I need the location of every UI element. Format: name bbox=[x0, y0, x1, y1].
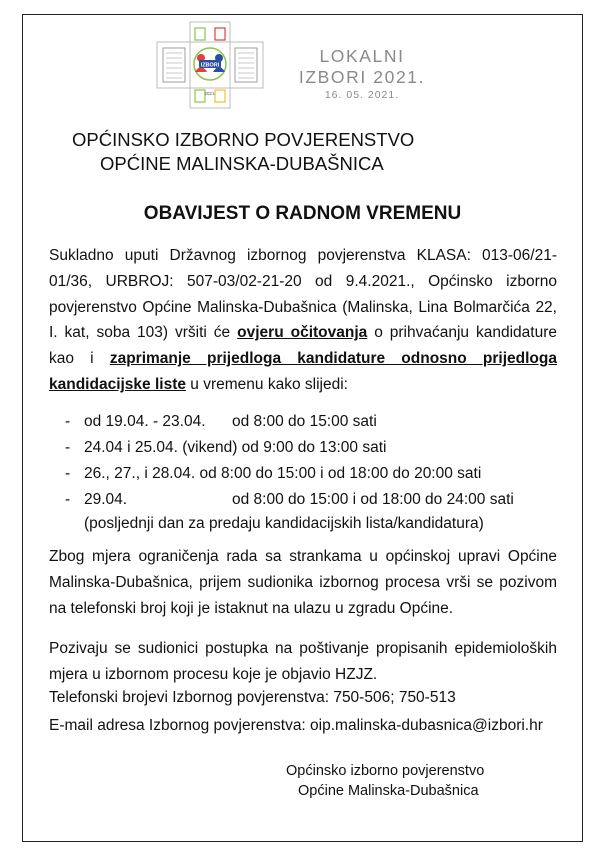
schedule-bullet: - bbox=[65, 465, 71, 482]
schedule-text: 26., 27., i 28.04. od 8:00 do 15:00 i od 18:00 do 20:00 sati bbox=[84, 465, 482, 482]
signature-line-1: Općinsko izborno povjerenstvo bbox=[286, 763, 485, 779]
svg-text:IZBORI: IZBORI bbox=[200, 62, 220, 69]
intro-text-3: u vremenu kako slijedi: bbox=[186, 375, 348, 393]
svg-text:2021.: 2021. bbox=[204, 91, 216, 96]
schedule-bullet: - bbox=[65, 439, 71, 456]
schedule-text: 24.04 i 25.04. (vikend) od 9:00 do 13:00 sati bbox=[84, 439, 387, 456]
intro-text-2: o prihvaćanju kandidature kao i bbox=[49, 324, 557, 368]
org-name-line-2: OPĆINE MALINSKA-DUBAŠNICA bbox=[100, 153, 384, 174]
notice-title: OBAVIJEST O RADNOM VREMENU bbox=[143, 203, 462, 224]
elections-logo bbox=[155, 20, 265, 110]
signature-line-2: Općine Malinska-Dubašnica bbox=[298, 783, 479, 799]
schedule-time: od 8:00 do 15:00 i od 18:00 do 24:00 sati bbox=[232, 491, 514, 508]
schedule-time: od 8:00 do 15:00 sati bbox=[232, 413, 377, 430]
intro-bold-1: ovjeru očitovanja bbox=[237, 324, 368, 342]
phone-numbers: Telefonski brojevi Izbornog povjerenstva: 750-506; 750-513 bbox=[49, 689, 456, 706]
org-name-line-1: OPĆINSKO IZBORNO POVJERENSTVO bbox=[72, 129, 415, 150]
schedule-note: (posljednji dan za predaju kandidacijskih lista/kandidatura) bbox=[84, 515, 484, 532]
schedule-bullet: - bbox=[65, 413, 71, 430]
logo-line-2: IZBORI 2021. bbox=[298, 67, 426, 87]
email-address: E-mail adresa Izbornog povjerenstva: oip.malinska-dubasnica@izbori.hr bbox=[49, 717, 543, 734]
schedule-bullet: - bbox=[65, 491, 71, 508]
intro-paragraph bbox=[49, 243, 557, 398]
intro-bold-2: zaprimanje prijedloga kandidature odnosno prijedloga kandidacijske liste bbox=[49, 350, 557, 393]
schedule-date: 29.04. bbox=[84, 491, 128, 508]
schedule-date: od 19.04. - 23.04. bbox=[84, 413, 206, 430]
logo-date: 16. 05. 2021. bbox=[324, 89, 400, 101]
intro-text-1: Sukladno uputi Državnog izbornog povjerenstva KLASA: 013-06/21-01/36, URBROJ: 507-03/02-21-20 od 9.4.2021., Općinsko izborno povjerenstvo Općine Malinska-Dubašnica (Malinska, Lina Bolmarčića 22, I. kat, soba 103) vršiti će bbox=[49, 247, 557, 342]
restrictions-paragraph: Zbog mjera ograničenja rada sa strankama u općinskoj upravi Općine Malinska-Dubašnica, prijem sudionika izbornog procesa vrši se pozivom na telefonski broj koji je istaknut na ulazu u zgradu Općine. bbox=[49, 548, 557, 617]
epidemiology-paragraph: Pozivaju se sudionici postupka na poštivanje propisanih epidemioloških mjera u izbornom procesu koje je objavio HZJZ. bbox=[49, 640, 557, 683]
logo-caption bbox=[296, 46, 428, 102]
logo-line-1: LOKALNI bbox=[319, 46, 405, 66]
